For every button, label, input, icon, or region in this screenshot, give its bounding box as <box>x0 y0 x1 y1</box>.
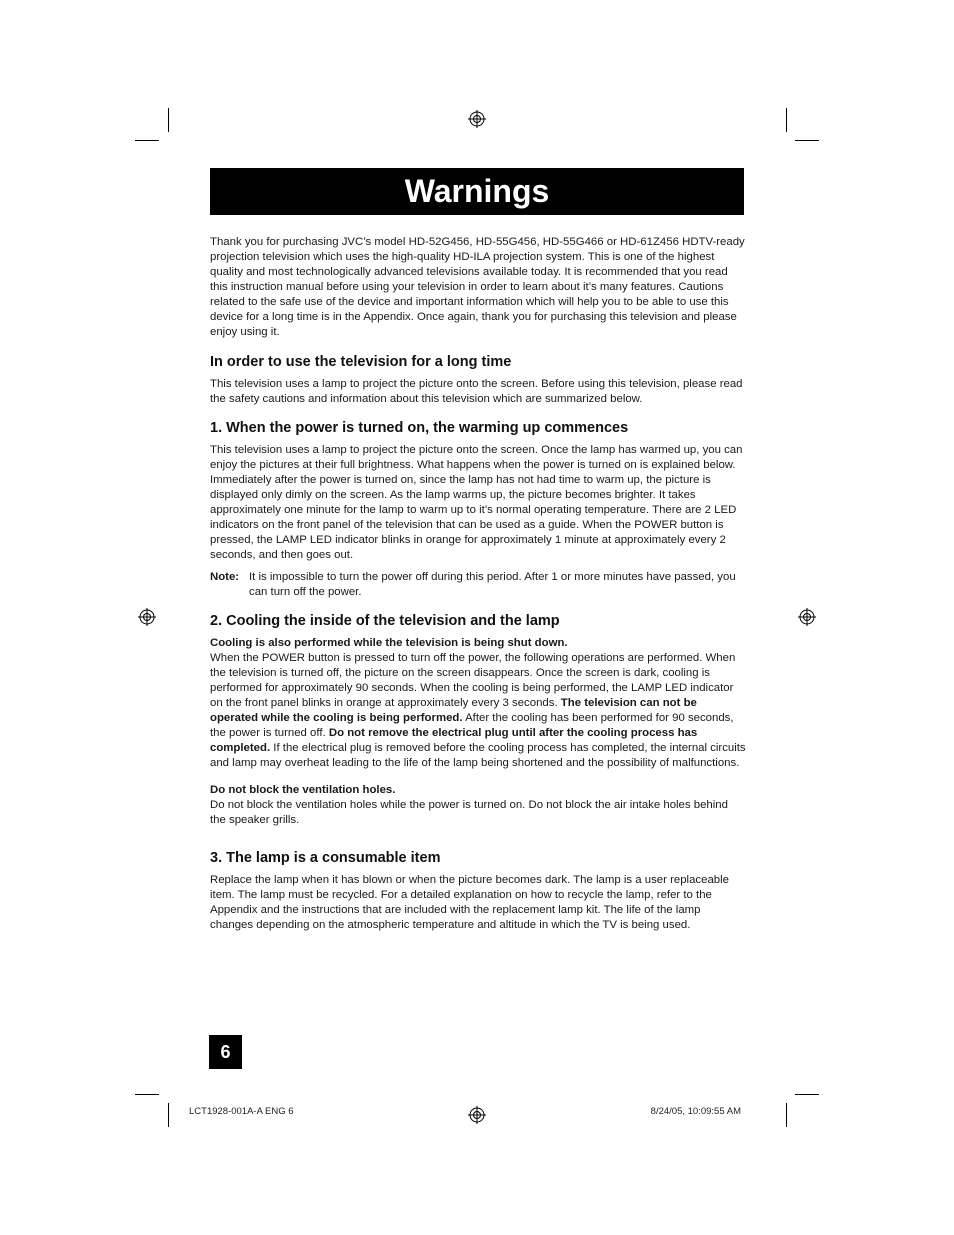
registration-mark-icon <box>468 110 486 128</box>
ventilation-paragraph <box>210 783 746 828</box>
crop-mark <box>795 140 819 141</box>
cooling-bold-d: Do not remove the electrical plug until after the cooling process has completed. <box>210 727 698 754</box>
note-text: It is impossible to turn the power off during this period. After 1 or more minutes have passed, you can turn off the power. <box>249 571 736 598</box>
note <box>210 570 746 600</box>
main-content <box>210 235 746 933</box>
section2-paragraph <box>210 636 746 771</box>
registration-mark-icon <box>468 1106 486 1124</box>
cooling-bold-b: The television can not be operated while the cooling is being performed. <box>210 697 697 724</box>
section-heading-3: 3. The lamp is a consumable item <box>210 850 441 866</box>
crop-mark <box>168 1103 169 1127</box>
page-number: 6 <box>209 1035 242 1069</box>
ventilation-text: Do not block the ventilation holes while the power is turned on. Do not block the air intake holes behind the speaker grills. <box>210 799 728 826</box>
footer-right: 8/24/05, 10:09:55 AM <box>650 1106 741 1117</box>
crop-mark <box>795 1094 819 1095</box>
crop-mark <box>168 108 169 132</box>
footer-left: LCT1928-001A-A ENG 6 <box>189 1106 294 1117</box>
crop-mark <box>135 1094 159 1095</box>
note-label: Note: <box>210 571 240 583</box>
section3-paragraph: Replace the lamp when it has blown or when the picture becomes dark. The lamp is a user replaceable item. The lamp must be recycled. For a detailed explanation on how to recycle the lamp, refer to the Appendix and the instructions that are included with the replacement lamp kit. The life of the lamp changes depending on the atmospheric temperature and altitude in which the TV is being used. <box>210 874 729 931</box>
cooling-text-c: After the cooling has been performed for 90 seconds, the power is turned off. <box>210 712 734 739</box>
intro-paragraph: Thank you for purchasing JVC’s model HD-52G456, HD-55G456, HD-55G466 or HD-61Z456 HDTV-ready projection television which uses the high-quality HD-ILA projection system. This is one of the highest quality and most technologically advanced televisions available today. It is recommended that you read this instruction manual before using your television in order to learn about it’s many features. Cautions related to the safe use of the device and important information which will help you to be able to use this device for a long time is in the Appendix. Once again, thank you for purchasing this television and please enjoy using it. <box>210 236 745 338</box>
section-heading-long-time: In order to use the television for a long time <box>210 354 512 370</box>
section-heading-2: 2. Cooling the inside of the television and the lamp <box>210 613 560 629</box>
long-time-paragraph: This television uses a lamp to project the picture onto the screen. Before using this television, please read the safety cautions and information about this television which are summarized below. <box>210 378 743 405</box>
ventilation-heading: Do not block the ventilation holes. <box>210 784 396 796</box>
crop-mark <box>786 108 787 132</box>
registration-mark-icon <box>798 608 816 626</box>
section-heading-1: 1. When the power is turned on, the warming up commences <box>210 420 629 436</box>
section1-paragraph: This television uses a lamp to project the picture onto the screen. Once the lamp has warmed up, you can enjoy the pictures at their full brightness. What happens when the power is turned on is explained below. Immediately after the power is turned on, since the lamp has not had time to warm up, the picture is displayed only dimly on the screen. As the lamp warms up, the picture becomes brighter. It takes approximately one minute for the lamp to warm up to it’s normal operating temperature. There are 2 LED indicators on the front panel of the television that can be used as a guide. When the POWER button is pressed, the LAMP LED indicator blinks in orange for approximately 1 minute at approximately every 2 seconds, and then goes out. <box>210 444 743 561</box>
crop-mark <box>135 140 159 141</box>
cooling-text-e: If the electrical plug is removed before the cooling process has completed, the internal circuits and lamp may overheat leading to the life of the lamp being shortened and the possibility of malfunctions. <box>210 742 746 769</box>
registration-mark-icon <box>138 608 156 626</box>
page-title: Warnings <box>210 168 744 215</box>
cooling-text-a: When the POWER button is pressed to turn off the power, the following operations are performed. When the television is turned off, the picture on the screen disappears. Once the screen is dark, cooling is performed for approximately 90 seconds. When the cooling is being performed, the LAMP LED indicator on the front panel blinks in orange at approximately every 3 seconds. <box>210 652 736 709</box>
cooling-bold-intro: Cooling is also performed while the television is being shut down. <box>210 637 568 649</box>
crop-mark <box>786 1103 787 1127</box>
